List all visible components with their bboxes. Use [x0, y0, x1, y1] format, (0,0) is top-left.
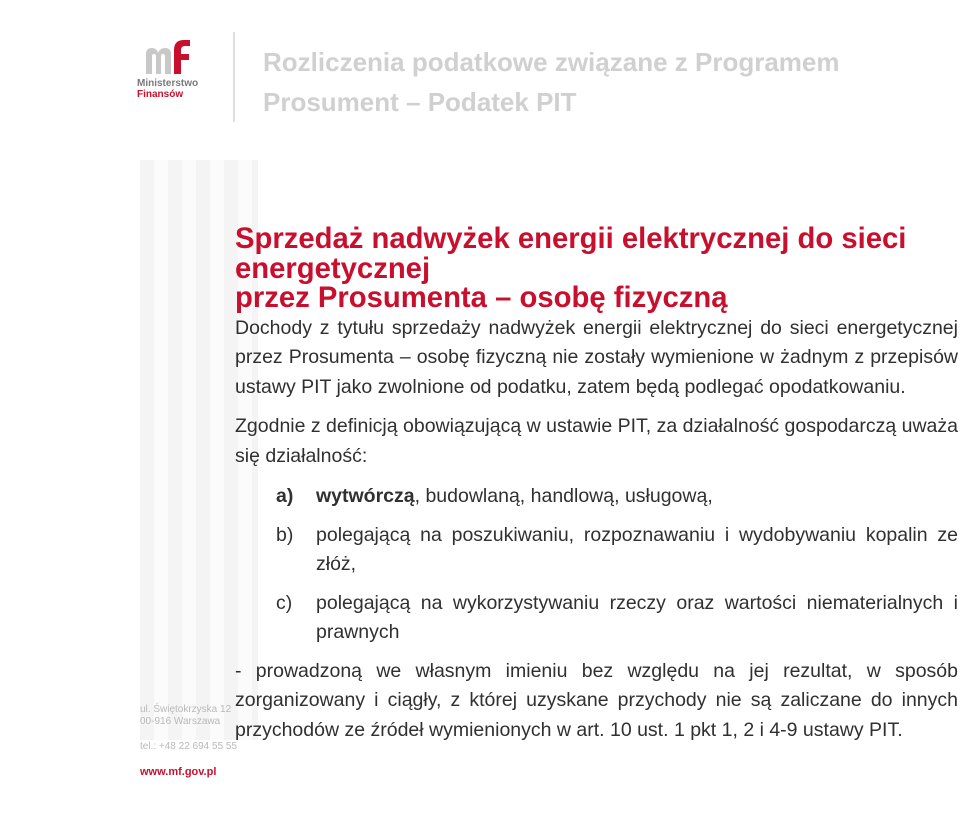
list-item-text: polegającą na poszukiwaniu, rozpoznawaniu i wydobywaniu kopalin ze złóż, — [316, 523, 958, 575]
paragraph-conducted: - prowadzoną we własnym imieniu bez względu na jej rezultat, w sposób zorganizowany i ciągły, z której uzyskane przychody nie są zaliczane do innych przychodów ze źródeł wymienionych w art. 10 ust. 1 pkt 1, 2 i 4-9 ustawy PIT. — [235, 659, 958, 741]
header-divider — [233, 32, 235, 122]
footer-address: ul. Świętokrzyska 12 — [140, 704, 232, 715]
footer-city: 00-916 Warszawa — [140, 716, 221, 727]
paragraph-income: Dochody z tytułu sprzedaży nadwyżek energii elektrycznej do sieci energetycznej przez Prosumenta – osobę fizyczną nie zostały wymienione w żadnym z przepisów ustawy PIT jako zwolnione od podatku, zatem będą podlegać opodatkowaniu. — [235, 316, 958, 398]
heading-line-2: przez Prosumenta – osobę fizyczną — [235, 282, 728, 314]
title-line-2: Prosument – Podatek PIT — [263, 87, 577, 117]
footer-phone: tel.: +48 22 694 55 55 — [140, 741, 238, 752]
list-item — [235, 589, 958, 648]
ministry-logo — [134, 38, 224, 100]
content-heading — [235, 225, 958, 314]
list-item-text: polegającą na wykorzystywaniu rzeczy oraz wartości niematerialnych i prawnych — [316, 591, 958, 643]
list-item-bold: wytwórczą — [316, 485, 415, 507]
logo-line-finansow: Finansów — [137, 89, 184, 100]
list-item-text — [316, 482, 958, 512]
footer-url[interactable]: www.mf.gov.pl — [140, 766, 217, 778]
heading-line-1: Sprzedaż nadwyżek energii elektrycznej do sieci energetycznej — [235, 223, 907, 285]
slide-content — [235, 225, 958, 745]
list-item — [235, 482, 958, 512]
list-item-label: b) — [276, 523, 294, 546]
mf-logo-icon — [144, 38, 192, 78]
page-title — [263, 42, 953, 122]
logo-text — [137, 78, 198, 100]
list-item-label: c) — [276, 591, 293, 614]
title-line-1: Rozliczenia podatkowe związane z Programem — [263, 47, 840, 77]
logo-line-ministerstwo: Ministerstwo — [137, 78, 199, 89]
activity-list — [235, 482, 958, 648]
list-item-rest: , budowlaną, handlową, usługową, — [414, 485, 713, 507]
list-item-label: a) — [276, 485, 294, 507]
paragraph-definition: Zgodnie z definicją obowiązującą w ustawie PIT, za działalność gospodarczą uważa się działalność: — [235, 415, 958, 467]
list-item — [235, 521, 958, 580]
